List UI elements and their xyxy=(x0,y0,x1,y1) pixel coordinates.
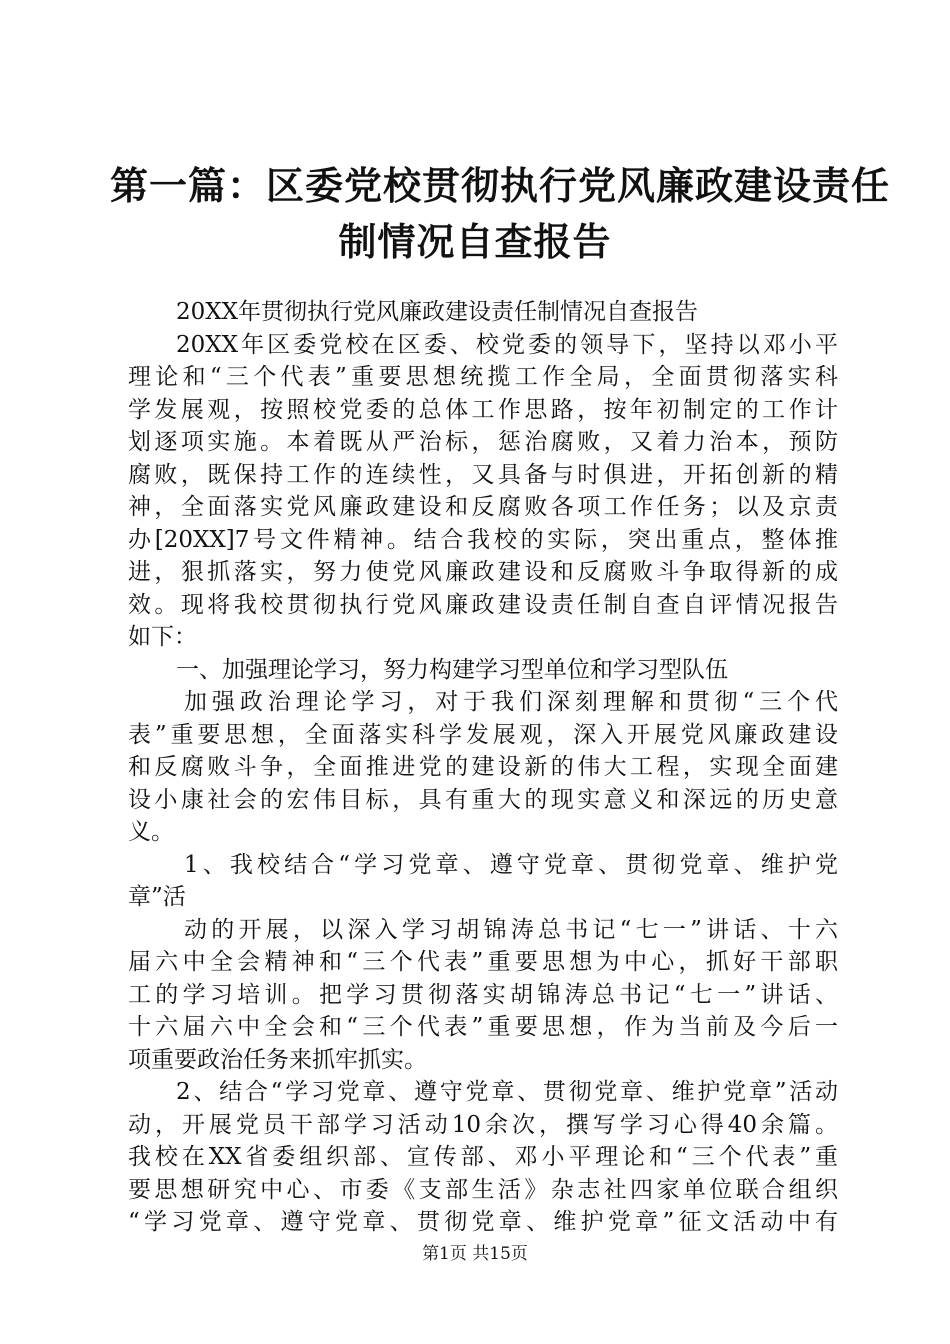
paragraph-line: 划逐项实施。本着既从严治标，惩治腐败，又着力治本，预防 xyxy=(128,429,838,455)
section-heading: 一、加强理论学习，努力构建学习型单位和学习型队伍 xyxy=(176,656,728,683)
subtitle-line: 20XX年贯彻执行党风廉政建设责任制情况自查报告 xyxy=(176,299,699,325)
paragraph-line: 效。现将我校贯彻执行党风廉政建设责任制自查自评情况报告 xyxy=(128,591,838,618)
paragraph-line: 动，开展党员干部学习活动10余次，撰写学习心得40余篇。 xyxy=(128,1111,838,1138)
paragraph-line: “学习党章、遵守党章、贯彻党章、维护党章”征文活动中有 xyxy=(128,1209,838,1235)
paragraph-line: 办[20XX]7号文件精神。结合我校的实际，突出重点，整体推 xyxy=(128,526,838,553)
paragraph-line: 动的开展，以深入学习胡锦涛总书记“七一”讲话、十六 xyxy=(184,916,838,943)
paragraph-line: 我校在XX省委组织部、宣传部、邓小平理论和“三个代表”重 xyxy=(128,1144,838,1170)
page-number-footer: 第1页 共15页 xyxy=(422,1244,528,1264)
paragraph-line: 项重要政治任务来抓牢抓实。 xyxy=(128,1046,427,1073)
document-title-line-2: 制情况自查报告 xyxy=(338,220,612,264)
paragraph-line: 章”活 xyxy=(128,884,186,910)
paragraph-line: 2、结合“学习党章、遵守党章、贯彻党章、维护党章”活动 xyxy=(176,1079,838,1105)
paragraph-line: 要思想研究中心、市委《支部生活》杂志社四家单位联合组织 xyxy=(128,1176,838,1203)
paragraph-line: 进，狠抓落实，努力使党风廉政建设和反腐败斗争取得新的成 xyxy=(128,559,838,585)
paragraph-line: 1、我校结合“学习党章、遵守党章、贯彻党章、维护党 xyxy=(184,851,838,878)
paragraph-line: 义。 xyxy=(128,819,174,845)
paragraph-line: 腐败，既保持工作的连续性，又具备与时俱进，开拓创新的精 xyxy=(128,461,838,488)
paragraph-line: 学发展观，按照校党委的总体工作思路，按年初制定的工作计 xyxy=(128,396,838,423)
paragraph-line: 和反腐败斗争，全面推进党的建设新的伟大工程，实现全面建 xyxy=(128,754,838,780)
document-body xyxy=(128,296,838,1239)
paragraph-line: 设小康社会的宏伟目标，具有重大的现实意义和深远的历史意 xyxy=(128,786,838,813)
paragraph-line: 理论和“三个代表”重要思想统揽工作全局，全面贯彻落实科 xyxy=(128,364,838,390)
paragraph-line: 表”重要思想，全面落实科学发展观，深入开展党风廉政建设 xyxy=(128,721,838,748)
paragraph-line: 神，全面落实党风廉政建设和反腐败各项工作任务；以及京责 xyxy=(128,494,838,520)
paragraph-line: 工的学习培训。把学习贯彻落实胡锦涛总书记“七一”讲话、 xyxy=(128,981,838,1008)
paragraph-line: 加强政治理论学习，对于我们深刻理解和贯彻“三个代 xyxy=(184,689,838,715)
paragraph-line: 届六中全会精神和“三个代表”重要思想为中心，抓好干部职 xyxy=(128,949,838,975)
paragraph-line: 如下： xyxy=(128,624,197,650)
document-title-line-1: 第一篇：区委党校贯彻执行党风廉政建设责任 xyxy=(110,164,891,208)
paragraph-line: 20XX年区委党校在区委、校党委的领导下，坚持以邓小平 xyxy=(176,331,838,358)
paragraph-line: 十六届六中全会和“三个代表”重要思想，作为当前及今后一 xyxy=(128,1014,838,1040)
